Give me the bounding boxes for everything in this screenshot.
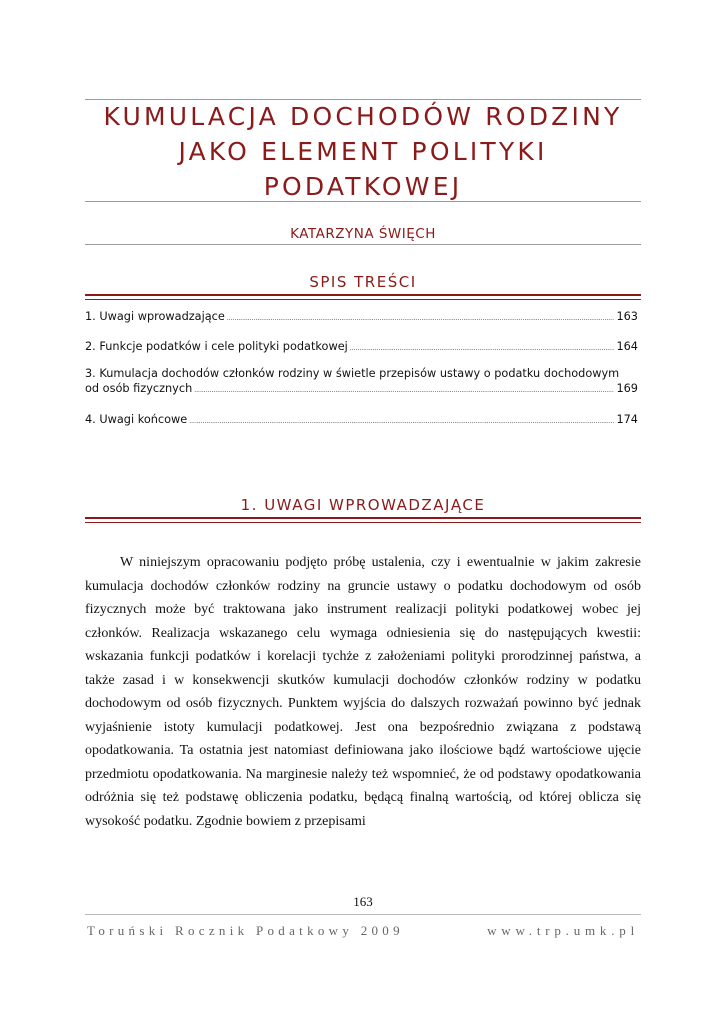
footer-website-link[interactable]: www.trp.umk.pl [487, 923, 639, 938]
toc-leader-dots [227, 309, 615, 326]
toc-entry-label-line-1: 3. Kumulacja dochodów członków rodziny w świetle przepisów ustawy o podatku dochodowym [85, 367, 620, 380]
page-number: 163 [353, 894, 373, 909]
title-bottom-rule [85, 201, 641, 202]
toc-entry-page: 163 [616, 310, 638, 323]
toc-heading: SPIS TREŚCI [309, 273, 417, 291]
footer-journal-name: Toruński Rocznik Podatkowy 2009 [87, 923, 404, 938]
toc-entry-page: 164 [616, 340, 638, 353]
section-heading-rule [85, 517, 641, 523]
toc-entry-label: 4. Uwagi końcowe [85, 413, 188, 426]
toc-entry-3[interactable] [85, 366, 638, 398]
title-line-1: KUMULACJA DOCHODÓW RODZINY [103, 102, 623, 131]
toc-entry-label: 2. Funkcje podatków i cele polityki podatkowej [85, 340, 348, 353]
title-line-3: PODATKOWEJ [263, 172, 463, 201]
author-name: KATARZYNA ŚWIĘCH [290, 226, 436, 242]
toc-entry-2[interactable] [85, 339, 638, 356]
section-heading: 1. UWAGI WPROWADZAJĄCE [240, 496, 486, 514]
toc-entry-page: 169 [616, 382, 638, 395]
toc-leader-dots [189, 412, 614, 429]
toc-entry-page: 174 [616, 413, 638, 426]
section-paragraph: W niniejszym opracowaniu podjęto próbę ustalenia, czy i ewentualnie w jakim zakresie kumulacja dochodów członków rodziny na gruncie ustawy o podatku dochodowym od osób fizycznych może być traktowana jako instrument realizacji polityki podatkowej wobec jej członków. Realizacja wskazanego celu wymaga odniesienia się do następujących kwestii: wskazania funkcji podatków i korelacji tychże z założeniami polityki prorodzinnej państwa, a także zasad i w konsekwencji skutków kumulacji dochodów członków rodziny w podatku dochodowym od osób fizycznych. Punktem wyjścia do dalszych rozważań powinno być jednak wyjaśnienie istoty kumulacji podatkowej. Jest ona bezpośrednio związana z podstawą opodatkowania. Ta ostatnia jest natomiast definiowana jako ilościowe bądź wartościowe ujęcie przedmiotu opodatkowania. Na marginesie należy też wspomnieć, że od podstawy opodatkowania odróżnia się też podstawę obliczenia podatku, będącą finalną wartością, od której oblicza się wysokość podatku. Zgodnie bowiem z przepisami [85, 555, 641, 829]
title-line-2: JAKO ELEMENT POLITYKI [178, 137, 548, 166]
toc-heading-rule [85, 294, 641, 300]
toc-entry-label: 1. Uwagi wprowadzające [85, 310, 225, 323]
footer-rule [85, 914, 641, 915]
author-rule [85, 244, 641, 245]
toc-leader-dots [350, 339, 615, 356]
toc-leader-dots [194, 381, 614, 398]
toc-entry-label: od osób fizycznych [85, 382, 193, 395]
article-title [85, 99, 641, 204]
toc-entry-4[interactable] [85, 412, 638, 429]
toc-entry-1[interactable] [85, 309, 638, 326]
